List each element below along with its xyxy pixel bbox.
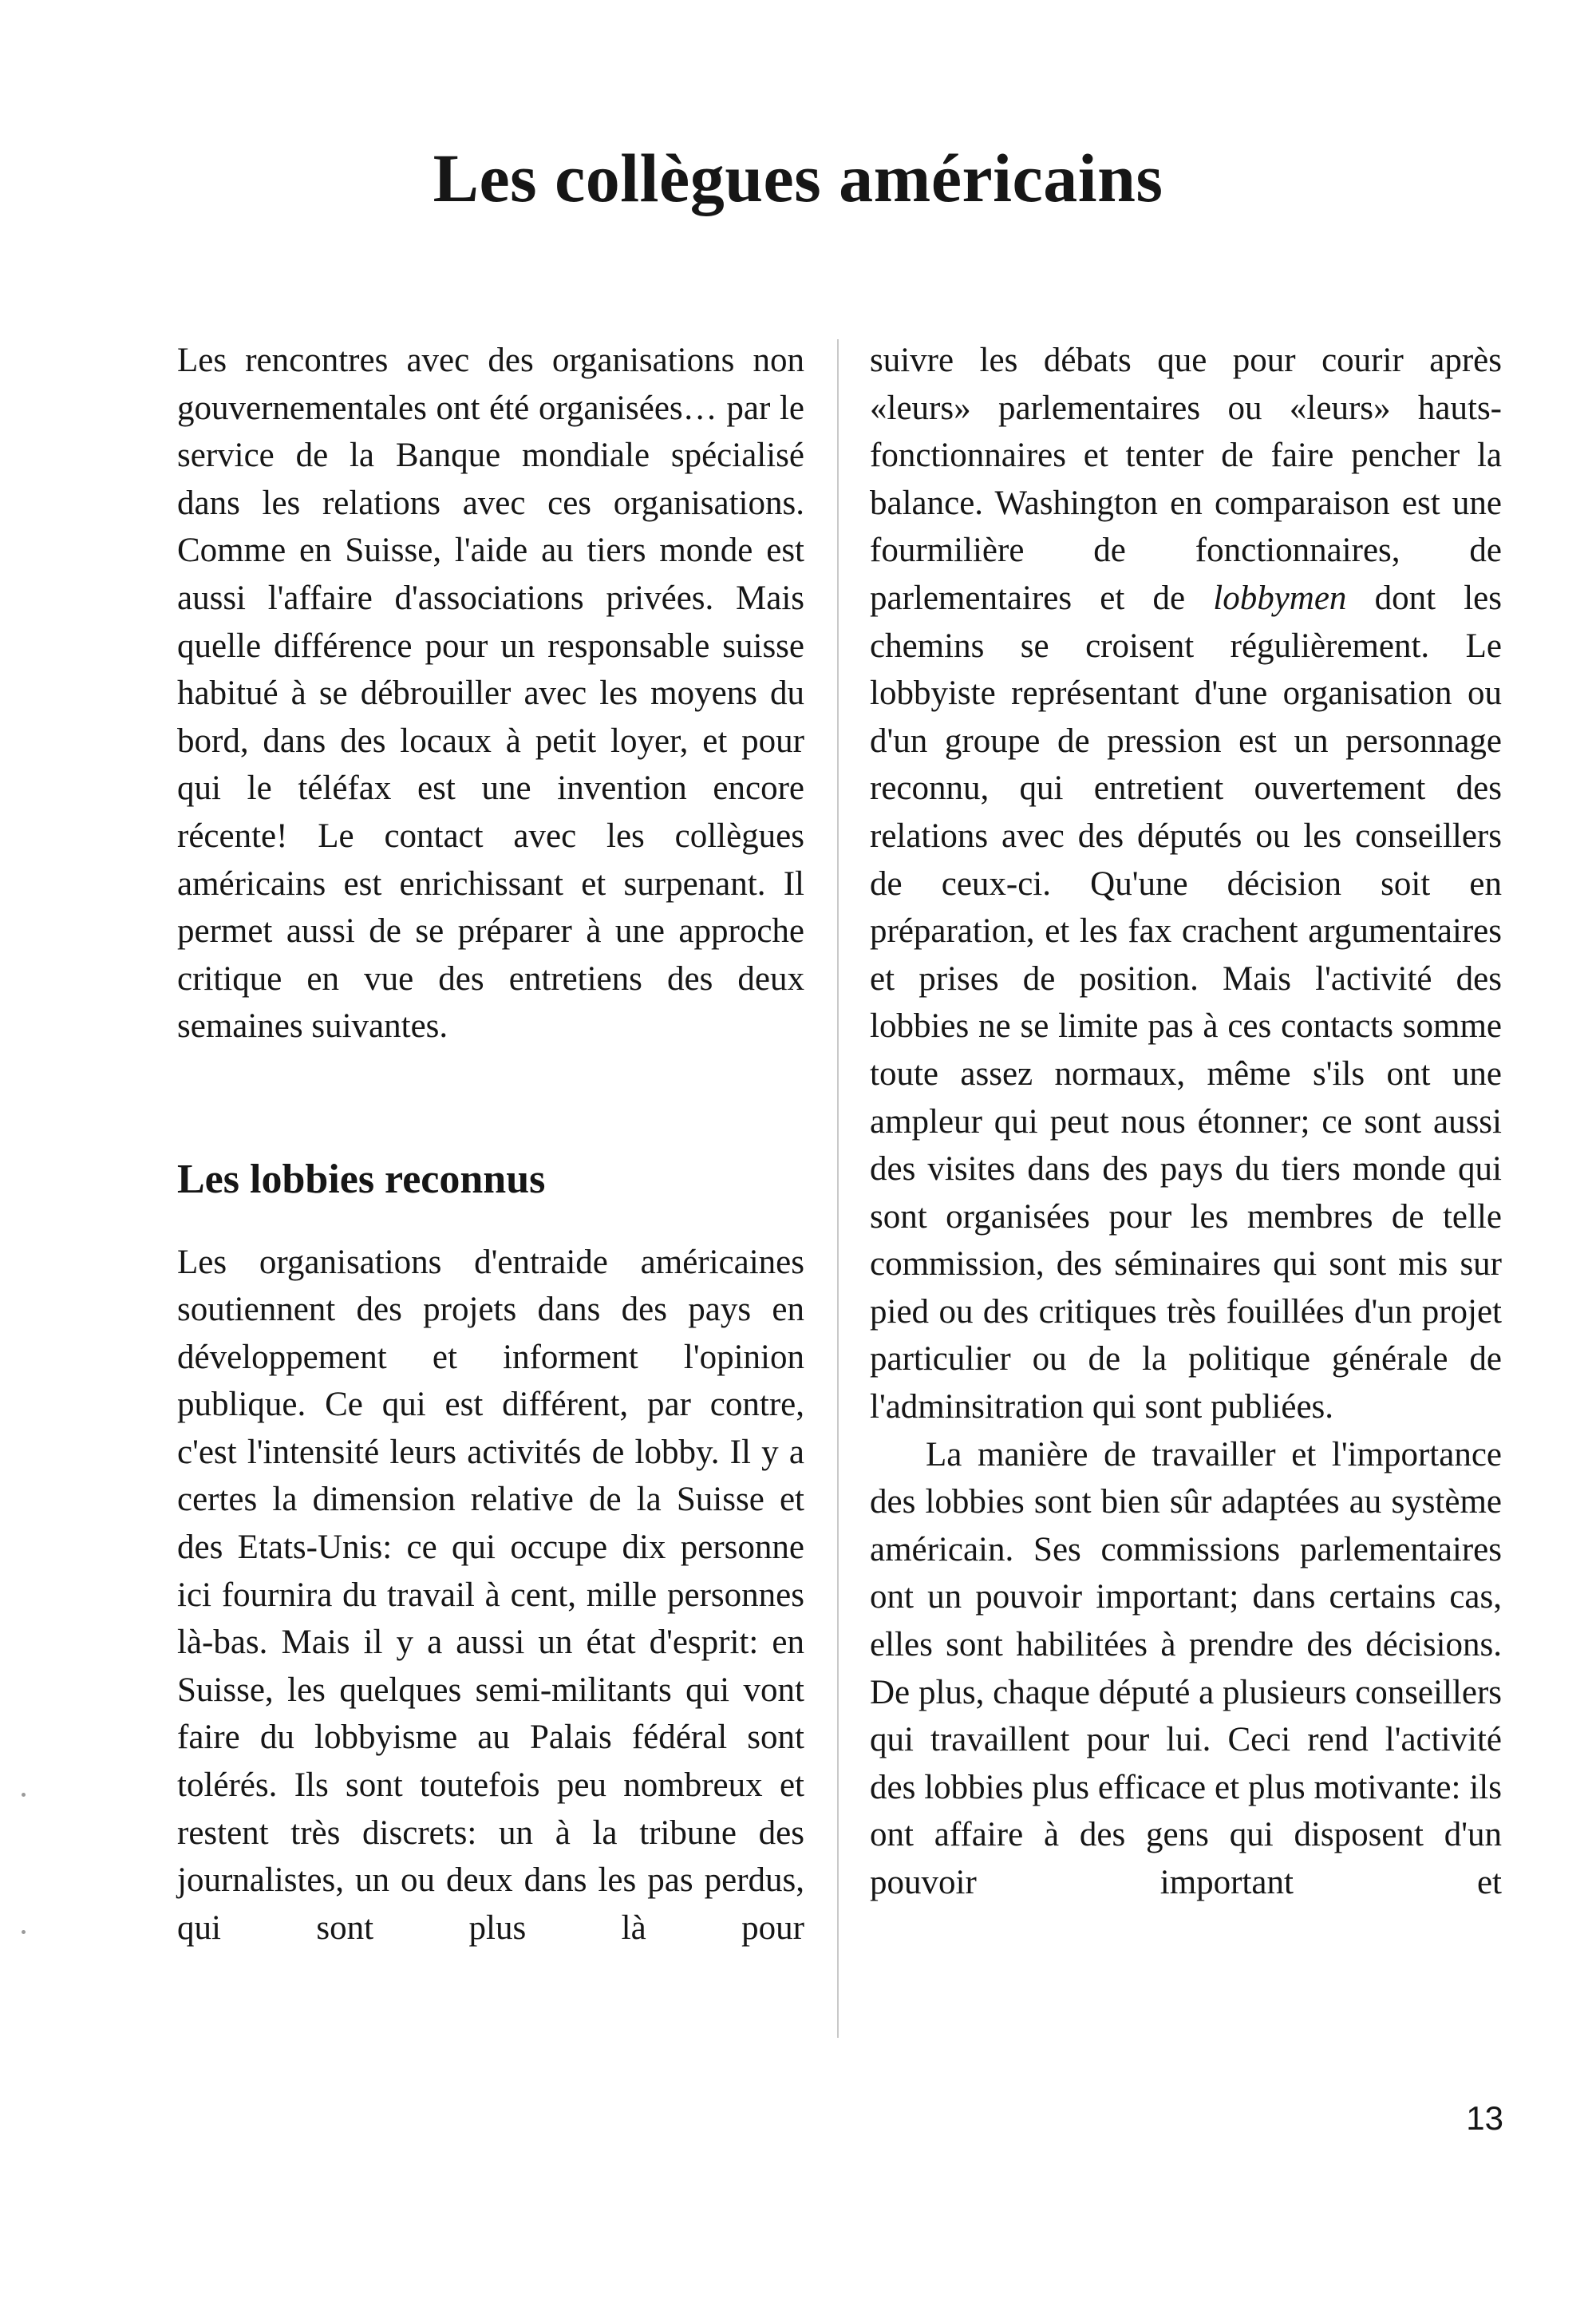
page-number: 13 [1466, 2099, 1503, 2137]
lobbies-paragraph: Les organisations d'entraide américaines soutiennent des projets dans des pays en développement et informent l'opinion publique. Ce qui est différent, par contre, c'est l'intensité leurs activités de lobby. Il y a certes la dimension relative de la Suisse et des Etats-Unis: ce qui occupe dix personne ici fournira du travail à cent, mille personnes là-bas. Mais il y a aussi un état d'esprit: en Suisse, les quelques semi-militants qui vont faire du lobbyisme au Palais fédéral sont tolérés. Ils sont toutefois peu nombreux et restent très discrets: un à la tribune des journalistes, un ou deux dans les pas perdus, qui sont plus là pour [177, 1243, 804, 1947]
page-title: Les collègues américains [433, 140, 1163, 216]
section-heading: Les lobbies reconnus [177, 1156, 546, 1202]
left-column [177, 337, 804, 1952]
intro-paragraph: Les rencontres avec des organisations non gouvernementales ont été organisées… par le service de la Banque mondiale spécialisé dans les relations avec ces organisations. Comme en Suisse, l'aide au tiers monde est aussi l'affaire d'associations privées. Mais quelle différence pour un responsable suisse habitué à se débrouiller avec les moyens du bord, dans des locaux à petit loyer, et pour qui le téléfax est une invention encore récente! Le contact avec les collègues américains est enrichissant et surpenant. Il permet aussi de se préparer à une approche critique en vue des entretiens des deux semaines suivantes. [177, 342, 804, 1046]
system-paragraph: La manière de travailler et l'importance des lobbies sont bien sûr adaptées au système américain. Ses commissions parlementaires ont un pouvoir important; dans certains cas, elles sont habilitées à prendre des décisions. De plus, chaque député a plusieurs conseillers qui travaillent pour lui. Ceci rend l'activité des lobbies plus efficace et plus motivante: ils ont affaire à des gens qui disposent d'un pouvoir important et [870, 1435, 1502, 1901]
right-column [870, 337, 1502, 1907]
italic-term: lobbymen [1213, 579, 1347, 617]
continued-text-start: suivre les débats que pour courir après «leurs» parlementaires ou «leurs» hauts-fonctionnaires et tenter de faire pencher la balance. Washington en comparaison est une fourmilière de fonctionnaires, de parlementaires et de [870, 342, 1502, 617]
continued-text-end: dont les chemins se croisent régulièrement. Le lobbyiste représentant d'une organisation ou d'un groupe de pression est un personnage reconnu, qui entretient ouvertement des relations avec des députés ou les conseillers de ceux-ci. Qu'une décision soit en préparation, et les fax crachent argumentaires et prises de position. Mais l'activité des lobbies ne se limite pas à ces contacts somme toute assez normaux, même s'ils ont une ampleur qui peut nous étonner; ce sont aussi des visites dans des pays du tiers monde qui sont organisées pour les membres de telle commission, des séminaires qui sont mis sur pied ou des critiques très fouillées d'un projet particulier ou de la politique générale de l'adminsitration qui sont publiées. [870, 579, 1502, 1426]
column-divider [837, 339, 839, 2038]
continued-paragraph [870, 337, 1502, 1431]
scan-speck [22, 1930, 26, 1934]
scan-speck [22, 1793, 26, 1797]
